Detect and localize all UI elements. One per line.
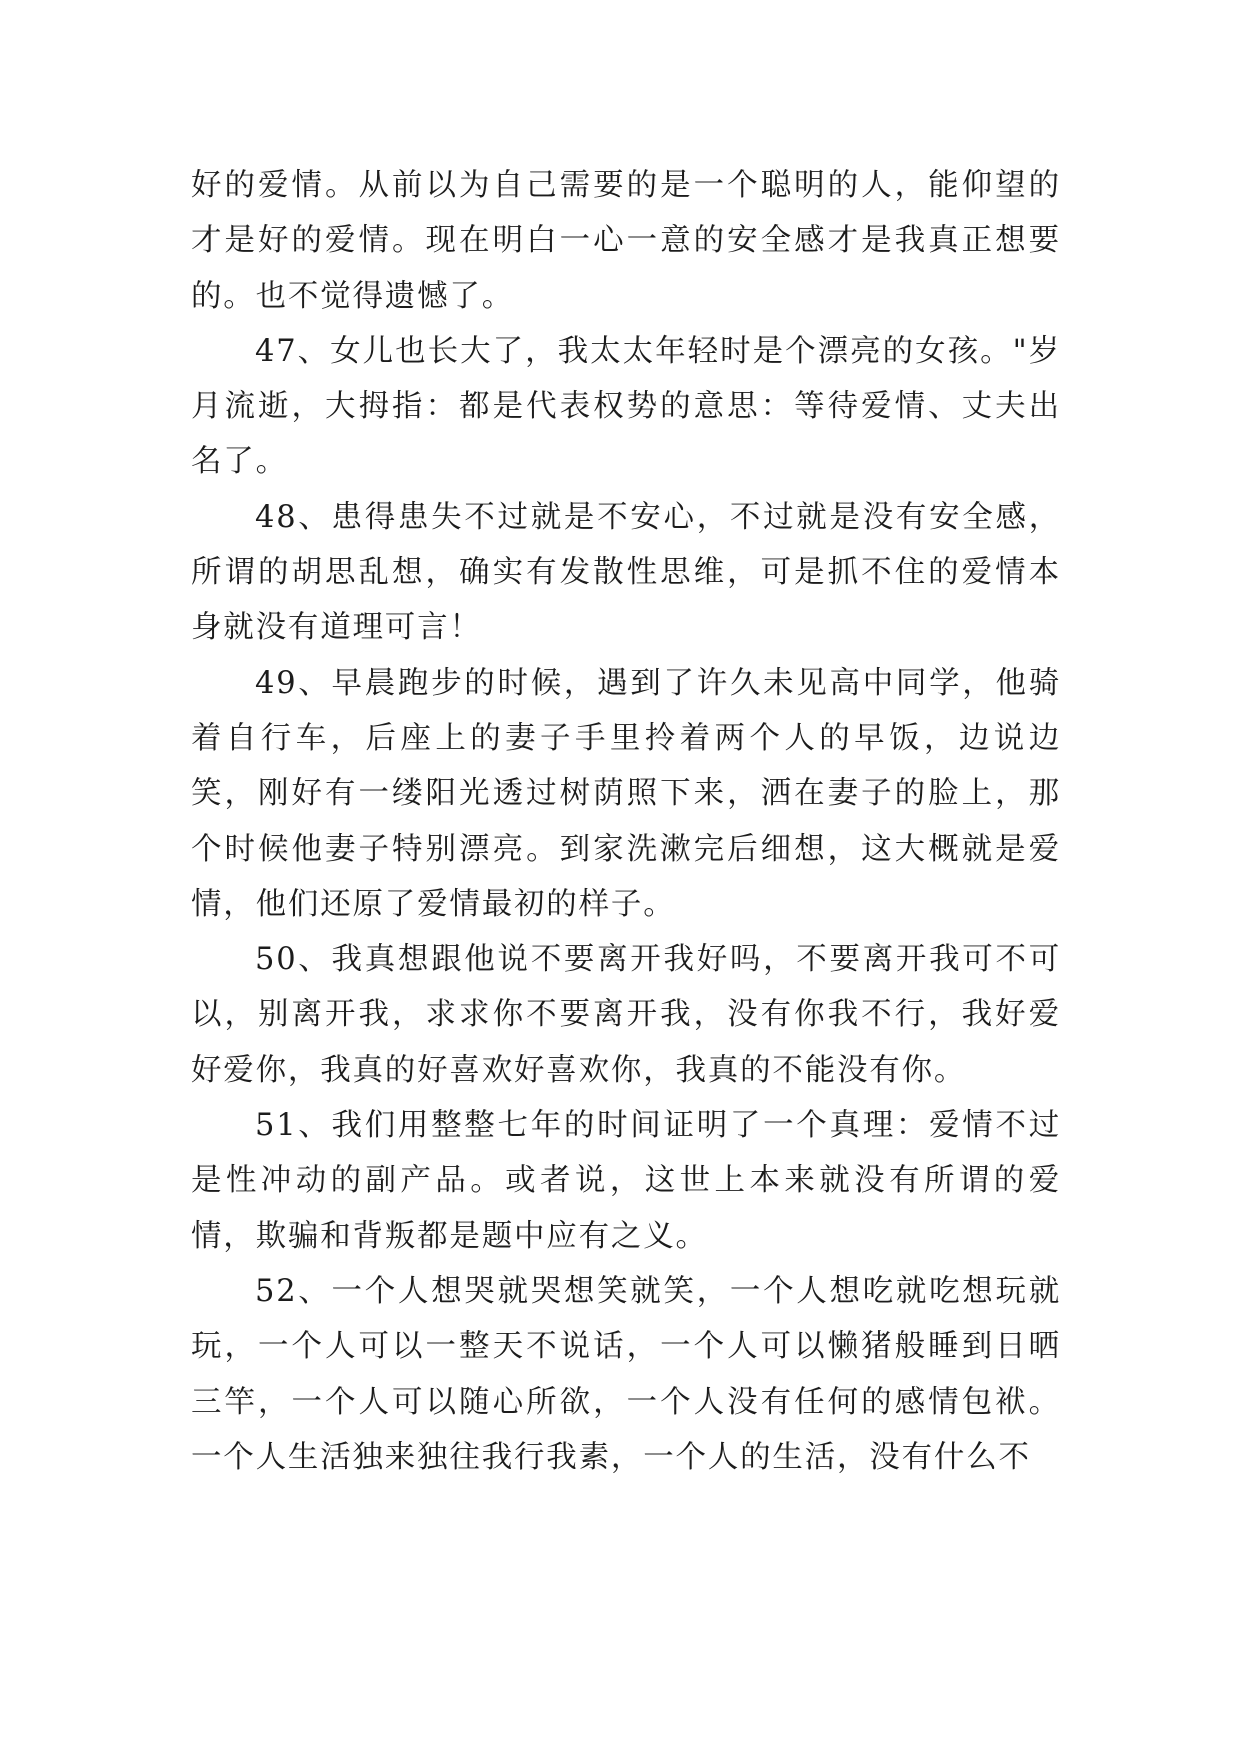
paragraph-50: 50、我真想跟他说不要离开我好吗，不要离开我可不可以，别离开我，求求你不要离开我，没有你我不行，我好爱好爱你，我真的好喜欢好喜欢你，我真的不能没有你。 bbox=[191, 942, 1061, 1088]
paragraph-continuation: 好的爱情。从前以为自己需要的是一个聪明的人，能仰望的才是好的爱情。现在明白一心一意的安全感才是我真正想要的。也不觉得遗憾了。 bbox=[191, 168, 1061, 314]
paragraph-51: 51、我们用整整七年的时间证明了一个真理：爱情不过是性冲动的副产品。或者说，这世上本来就没有所谓的爱情，欺骗和背叛都是题中应有之义。 bbox=[191, 1108, 1061, 1254]
paragraph-52: 52、一个人想哭就哭想笑就笑，一个人想吃就吃想玩就玩，一个人可以一整天不说话，一个人可以懒猪般睡到日晒三竿，一个人可以随心所欲，一个人没有任何的感情包袱。一个人生活独来独往我行我素，一个人的生活，没有什么不 bbox=[191, 1273, 1061, 1475]
paragraph-49: 49、早晨跑步的时候，遇到了许久未见高中同学，他骑着自行车，后座上的妻子手里拎着两个人的早饭，边说边笑，刚好有一缕阳光透过树荫照下来，洒在妻子的脸上，那个时候他妻子特别漂亮。到家洗漱完后细想，这大概就是爱情，他们还原了爱情最初的样子。 bbox=[191, 665, 1061, 922]
document-body bbox=[191, 158, 1061, 1485]
paragraph-48: 48、患得患失不过就是不安心，不过就是没有安全感，所谓的胡思乱想，确实有发散性思维，可是抓不住的爱情本身就没有道理可言！ bbox=[191, 499, 1061, 646]
paragraph-47: 47、女儿也长大了，我太太年轻时是个漂亮的女孩。"岁月流逝，大拇指：都是代表权势的意思：等待爱情、丈夫出名了。 bbox=[191, 333, 1061, 480]
